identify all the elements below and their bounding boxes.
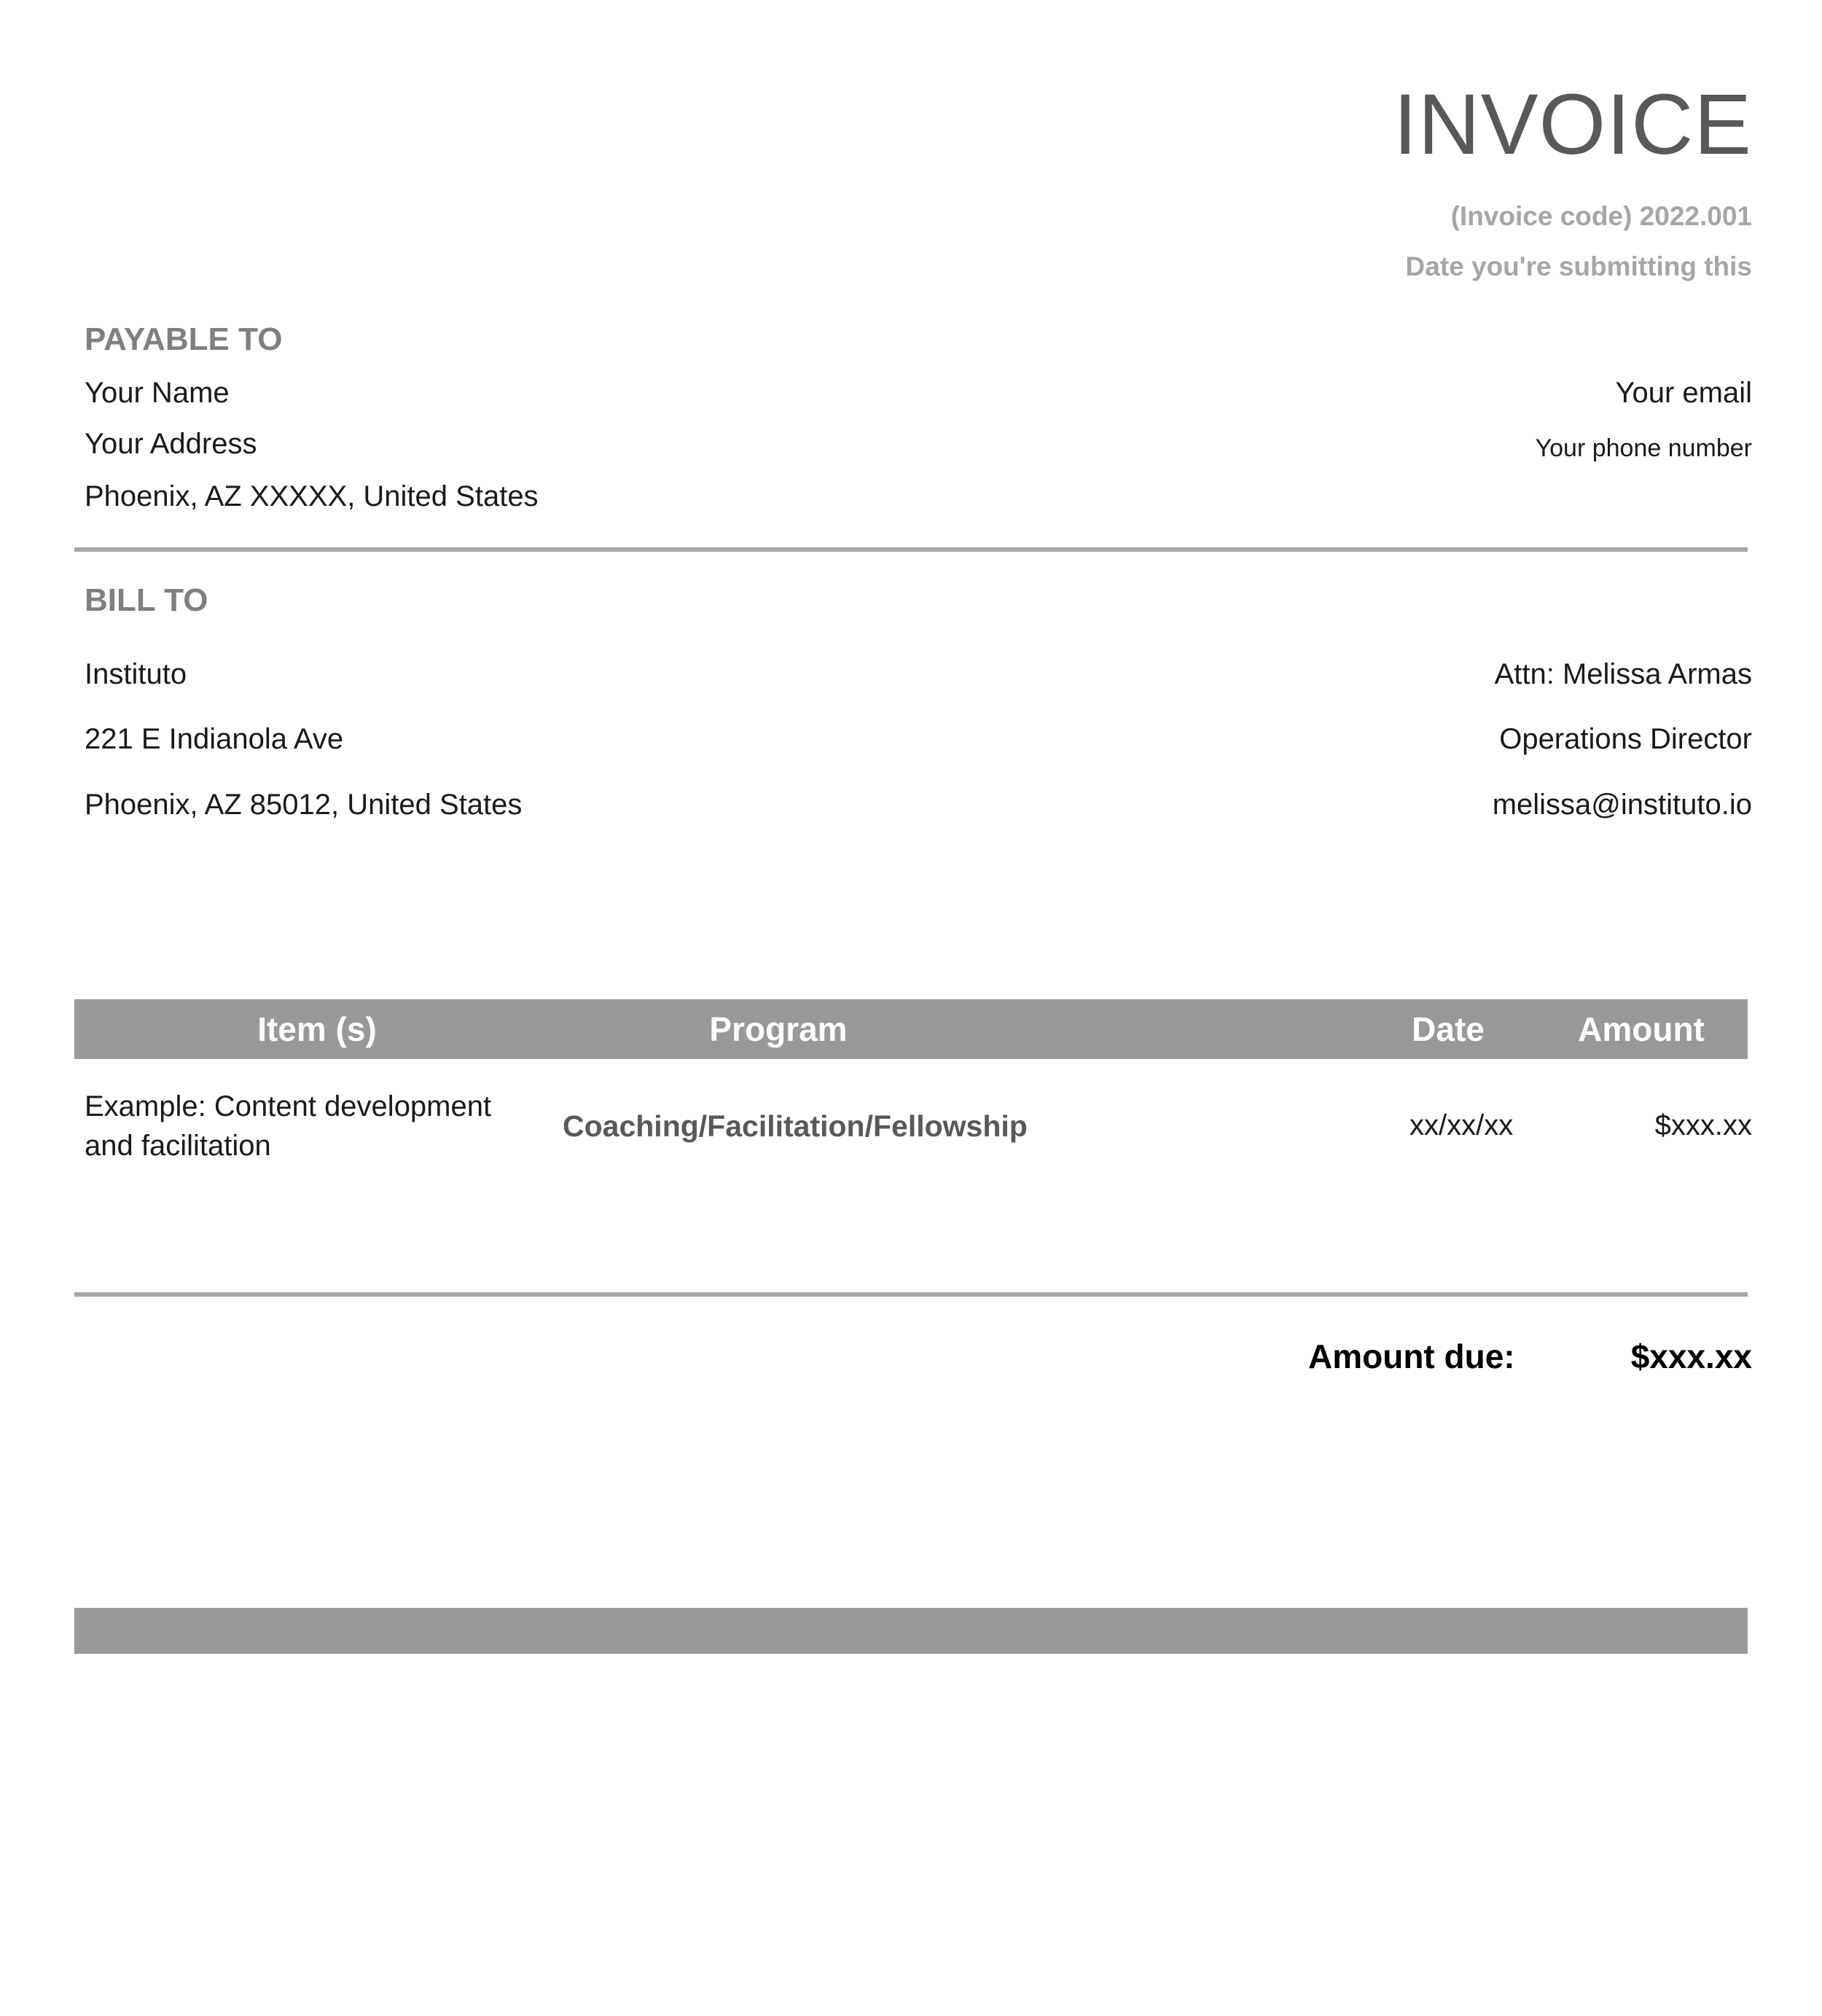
row-program: Coaching/Facilitation/Fellowship (563, 1109, 1028, 1143)
payable-name: Your Name (85, 377, 230, 409)
divider-top (74, 547, 1748, 552)
bill-company: Instituto (85, 658, 187, 690)
invoice-title: INVOICE (1393, 77, 1752, 173)
row-date: xx/xx/xx (1409, 1109, 1514, 1141)
bill-city: Phoenix, AZ 85012, United States (85, 789, 523, 821)
row-item-line2: and facilitation (85, 1130, 271, 1162)
row-amount: $xxx.xx (1654, 1109, 1752, 1141)
amount-due-label: Amount due: (1308, 1337, 1515, 1375)
bill-role: Operations Director (1499, 723, 1752, 755)
payable-address: Your Address (85, 428, 257, 460)
payable-email: Your email (1615, 377, 1752, 409)
bill-email: melissa@instituto.io (1492, 789, 1752, 821)
row-item-line1: Example: Content development (85, 1090, 492, 1122)
col-program: Program (709, 1010, 848, 1048)
invoice-code: (Invoice code) 2022.001 (1450, 201, 1752, 231)
footer-bar (74, 1608, 1748, 1654)
payable-city: Phoenix, AZ XXXXX, United States (85, 480, 539, 512)
bill-to-label: BILL TO (85, 582, 208, 618)
col-amount: Amount (1578, 1010, 1705, 1048)
col-date: Date (1412, 1010, 1485, 1048)
amount-due-value: $xxx.xx (1630, 1337, 1752, 1375)
divider-bottom (74, 1292, 1748, 1297)
bill-attn: Attn: Melissa Armas (1494, 658, 1752, 690)
bill-street: 221 E Indianola Ave (85, 723, 344, 755)
payable-phone: Your phone number (1535, 434, 1752, 462)
col-item: Item (s) (257, 1010, 377, 1048)
invoice-date: Date you're submitting this (1405, 251, 1752, 281)
payable-to-label: PAYABLE TO (85, 321, 283, 357)
table-header (74, 999, 1748, 1059)
